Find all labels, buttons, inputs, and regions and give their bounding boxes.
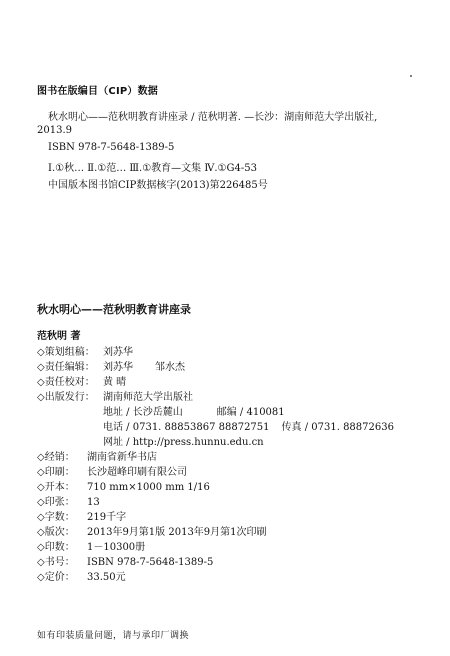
- format-label: ◇开本：: [37, 482, 75, 493]
- proofreader-row: [37, 375, 126, 390]
- words-label: ◇字数：: [37, 512, 75, 523]
- printer-label: ◇印刷：: [37, 467, 75, 478]
- distributor-label: ◇经销：: [37, 452, 75, 463]
- book-title: 秋水明心——范秋明教育讲座录: [37, 303, 191, 316]
- booknum-label: ◇书号：: [37, 557, 75, 568]
- distributor-value: 湖南省新华书店: [87, 452, 157, 463]
- price-label: ◇定价：: [37, 572, 75, 583]
- publisher-row: [37, 390, 193, 405]
- proofreader-label: ◇责任校对：: [37, 377, 95, 388]
- price-value: 33.50元: [87, 572, 126, 583]
- printer-value: 长沙超峰印刷有限公司: [87, 467, 187, 478]
- printrun-value: 1－10300册: [87, 542, 146, 553]
- distributor-row: [37, 450, 157, 465]
- planner-row: [37, 345, 133, 360]
- postcode-label: 邮编 /: [216, 407, 247, 418]
- cip-isbn: ISBN 978-7-5648-1389-5: [48, 142, 175, 153]
- words-value: 219千字: [87, 512, 127, 523]
- format-row: [37, 480, 210, 495]
- format-value: 710 mm×1000 mm 1/16: [87, 482, 210, 493]
- editor-value-2: 邹水杰: [155, 362, 185, 373]
- address-row: [103, 405, 285, 420]
- edition-label: ◇版次：: [37, 527, 75, 538]
- planner-value: 刘苏华: [103, 347, 133, 358]
- cip-entry-line-continued: 2013.9: [37, 125, 72, 136]
- booknum-value: ISBN 978-7-5648-1389-5: [87, 557, 214, 568]
- postcode-value: 410081: [246, 407, 285, 418]
- planner-label: ◇策划组稿：: [37, 347, 95, 358]
- publisher-value: 湖南师范大学出版社: [103, 392, 193, 403]
- address-label: 地址 /: [103, 407, 133, 418]
- fax-value: 0731. 88872636: [311, 422, 394, 433]
- website-row: [103, 435, 264, 450]
- printrun-label: ◇印数：: [37, 542, 75, 553]
- website-label: 网址 /: [103, 437, 133, 448]
- book-author: 范秋明 著: [37, 331, 81, 342]
- phone-value: 0731. 88853867 88872751: [132, 422, 270, 433]
- phone-row: [103, 420, 394, 435]
- editor-value-1: 刘苏华: [103, 362, 133, 373]
- cip-entry-line: 秋水明心——范秋明教育讲座录 / 范秋明著. —长沙：湖南师范大学出版社,: [48, 112, 378, 123]
- editor-label: ◇责任编辑：: [37, 362, 95, 373]
- address-value: 长沙岳麓山: [132, 407, 183, 418]
- edition-value: 2013年9月第1版 2013年9月第1次印刷: [87, 527, 267, 538]
- cip-data-number: 中国版本图书馆CIP数据核字(2013)第226485号: [48, 180, 268, 191]
- cip-classification: Ⅰ.①秋… Ⅱ.①范… Ⅲ.①教育—文集 Ⅳ.①G4-53: [48, 163, 257, 174]
- fax-label: 传真 /: [281, 422, 312, 433]
- printrun-row: [37, 540, 145, 555]
- print-quality-note: 如有印装质量问题，请与承印厂调换: [37, 631, 190, 641]
- booknum-row: [37, 555, 213, 570]
- sheets-label: ◇印张：: [37, 497, 75, 508]
- price-row: [37, 570, 126, 585]
- publisher-label: ◇出版发行：: [37, 392, 95, 403]
- proofreader-value: 黄 晴: [103, 377, 127, 388]
- phone-label: 电话 /: [103, 422, 133, 433]
- page-speck: [410, 75, 412, 77]
- edition-row: [37, 525, 267, 540]
- sheets-value: 13: [87, 497, 100, 508]
- editor-row: [37, 360, 185, 375]
- printer-row: [37, 465, 187, 480]
- website-value: http://press.hunnu.edu.cn: [132, 437, 264, 448]
- words-row: [37, 510, 126, 525]
- sheets-row: [37, 495, 100, 510]
- cip-heading: 图书在版编目（CIP）数据: [37, 86, 158, 97]
